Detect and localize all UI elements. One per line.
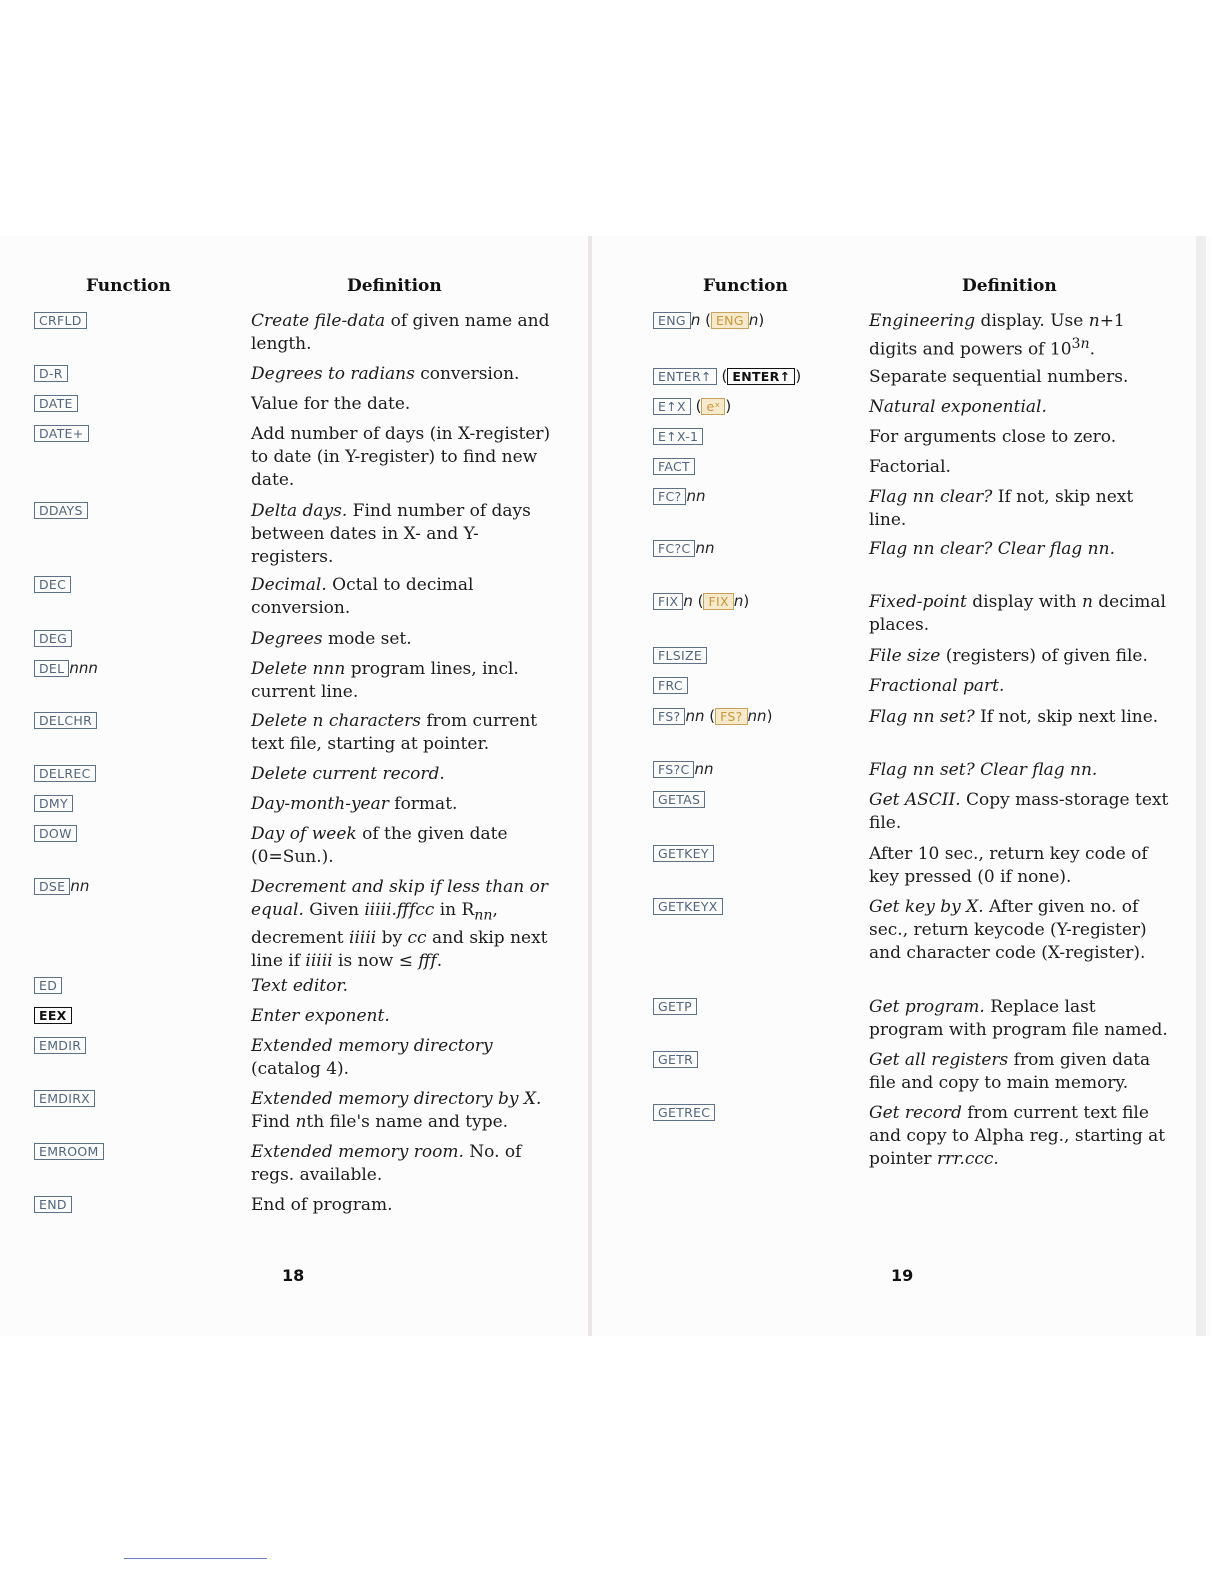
paren: ) <box>766 707 773 725</box>
function-key-label: ED <box>34 977 62 994</box>
function-argument: n <box>683 592 693 610</box>
function-argument: n <box>748 311 759 329</box>
function-cell <box>653 843 714 863</box>
definition-text: Get record from current text file and copy to Alpha reg., starting at pointer rrr.ccc. <box>869 1103 1166 1169</box>
function-header: Function <box>86 276 171 296</box>
function-key-label: FLSIZE <box>653 647 707 664</box>
function-key-label: FS? <box>715 708 747 725</box>
definition-text: Create file-data of given name and length. <box>251 311 550 354</box>
definition-text: Add number of days (in X-register) to date (in Y-register) to find new date. <box>251 424 551 490</box>
function-key-label: DELCHR <box>34 712 97 729</box>
function-cell <box>34 1035 86 1055</box>
function-key-label: ENG <box>653 312 691 329</box>
definition-text: Decrement and skip if less than or equal. Given iiiii.fffcc in $R_{nn}$, decrement iiiii by cc and skip next line if iiiii is now ≤ fff. <box>251 877 548 972</box>
function-key-label: FS? <box>653 708 685 725</box>
function-key-label: DATE <box>34 395 78 412</box>
function-key-label: GETKEY <box>653 845 714 862</box>
function-key-label: FIX <box>653 593 683 610</box>
function-key-label: END <box>34 1196 72 1213</box>
page-19 <box>592 236 1204 1336</box>
function-key-label: GETR <box>653 1051 698 1068</box>
function-cell <box>34 1141 104 1161</box>
function-key-label: ENTER↑ <box>653 368 717 385</box>
function-key-label: DDAYS <box>34 502 88 519</box>
definition-text: Enter exponent. <box>251 1006 390 1026</box>
function-cell <box>653 645 707 665</box>
paren: ( <box>716 367 728 385</box>
function-key-label: ENTER↑ <box>727 368 795 385</box>
function-argument: nn <box>747 707 767 725</box>
page-18 <box>0 236 590 1336</box>
function-key-label: GETAS <box>653 791 705 808</box>
function-key-label: DEL <box>34 660 69 677</box>
function-cell <box>34 793 73 813</box>
function-cell <box>653 591 749 611</box>
function-key-label: DEC <box>34 576 71 593</box>
function-cell <box>653 366 801 386</box>
definition-text: Separate sequential numbers. <box>869 367 1129 387</box>
function-cell <box>34 823 77 843</box>
definition-text: Extended memory directory (catalog 4). <box>251 1036 493 1079</box>
function-argument: nn <box>686 487 706 505</box>
function-key-label: DOW <box>34 825 77 842</box>
definition-text: Natural exponential. <box>869 397 1047 417</box>
function-cell <box>34 628 72 648</box>
function-cell <box>653 896 723 916</box>
paren: ( <box>692 592 704 610</box>
book-spread <box>0 236 1210 1336</box>
function-key-label: FACT <box>653 458 695 475</box>
function-key-label: EMDIR <box>34 1037 86 1054</box>
page-number: 18 <box>282 1266 305 1285</box>
function-cell <box>34 876 89 896</box>
function-key-label: CRFLD <box>34 312 87 329</box>
definition-text: Degrees mode set. <box>251 629 412 649</box>
definition-text: Flag nn clear? Clear flag nn. <box>869 539 1115 559</box>
function-cell <box>34 658 98 678</box>
function-cell <box>653 759 713 779</box>
function-cell <box>34 310 87 330</box>
function-argument: nn <box>70 877 90 895</box>
definition-text: Engineering display. Use n+1 digits and powers of $10^{3n}$. <box>869 311 1125 360</box>
function-cell <box>34 975 62 995</box>
function-key-label: GETKEYX <box>653 898 723 915</box>
function-cell <box>653 456 695 476</box>
function-cell <box>653 310 764 330</box>
function-argument: nn <box>694 760 714 778</box>
paren: ) <box>758 311 765 329</box>
definition-text: Fractional part. <box>869 676 1005 696</box>
definition-text: Extended memory room. No. of regs. available. <box>251 1142 522 1185</box>
function-key-label: FIX <box>703 593 733 610</box>
function-key-label: FS?C <box>653 761 694 778</box>
definition-header: Definition <box>347 276 442 296</box>
function-key-label: D-R <box>34 365 68 382</box>
function-cell <box>34 763 96 783</box>
definition-header: Definition <box>962 276 1057 296</box>
function-argument: nn <box>685 707 705 725</box>
function-key-label: eˣ <box>701 398 725 415</box>
page-number: 19 <box>891 1266 914 1285</box>
function-key-label: FC?C <box>653 540 695 557</box>
bottom-rule <box>124 1558 267 1559</box>
function-cell <box>653 1102 715 1122</box>
function-cell <box>653 996 697 1016</box>
definition-text: Get program. Replace last program with program file named. <box>869 997 1168 1040</box>
definition-text: Flag nn clear? If not, skip next line. <box>869 487 1134 530</box>
function-cell <box>34 1005 72 1025</box>
function-key-label: DATE+ <box>34 425 89 442</box>
function-key-label: E↑X <box>653 398 691 415</box>
function-key-label: FC? <box>653 488 686 505</box>
paren: ) <box>743 592 750 610</box>
function-cell <box>653 396 731 416</box>
definition-text: Day-month-year format. <box>251 794 458 814</box>
paren: ( <box>700 311 711 329</box>
function-cell <box>34 1194 72 1214</box>
definition-text: Delete current record. <box>251 764 445 784</box>
definition-text: Get key by X. After given no. of sec., return keycode (Y-register) and character code (X-register). <box>869 897 1147 963</box>
function-cell <box>34 423 89 443</box>
definition-text: Get ASCII. Copy mass-storage text file. <box>869 790 1169 833</box>
function-key-label: DMY <box>34 795 73 812</box>
definition-text: Get all registers from given data file and copy to main memory. <box>869 1050 1151 1093</box>
definition-text: Flag nn set? If not, skip next line. <box>869 707 1159 727</box>
paren: ) <box>725 397 732 415</box>
function-cell <box>34 500 88 520</box>
function-argument: n <box>690 311 701 329</box>
definition-text: File size (registers) of given file. <box>869 646 1148 666</box>
definition-text: Value for the date. <box>251 394 411 414</box>
function-argument: nnn <box>69 659 98 677</box>
definition-text: Delete nnn program lines, incl. current line. <box>251 659 519 702</box>
definition-text: Fixed-point display with n decimal places. <box>869 592 1166 635</box>
function-cell <box>653 538 715 558</box>
function-key-label: GETREC <box>653 1104 715 1121</box>
definition-text: Decimal. Octal to decimal conversion. <box>251 575 474 618</box>
function-argument: n <box>733 592 744 610</box>
function-key-label: ENG <box>711 312 749 329</box>
definition-text: Day of week of the given date (0=Sun.). <box>251 824 508 867</box>
function-key-label: E↑X-1 <box>653 428 703 445</box>
definition-text: Delta days. Find number of days between dates in X- and Y-registers. <box>251 501 531 567</box>
function-key-label: DSE <box>34 878 70 895</box>
definition-text: After 10 sec., return key code of key pressed (0 if none). <box>869 844 1148 887</box>
function-key-label: EMDIRX <box>34 1090 95 1107</box>
function-key-label: DEG <box>34 630 72 647</box>
function-key-label: EEX <box>34 1007 72 1024</box>
function-cell <box>653 486 705 506</box>
function-cell <box>653 426 703 446</box>
function-cell <box>34 363 68 383</box>
function-header: Function <box>703 276 788 296</box>
function-cell <box>34 710 97 730</box>
definition-text: Text editor. <box>251 976 349 996</box>
function-key-label: EMROOM <box>34 1143 104 1160</box>
function-cell <box>34 574 71 594</box>
function-cell <box>653 1049 698 1069</box>
paren: ( <box>690 397 702 415</box>
definition-text: Factorial. <box>869 457 951 477</box>
paren: ( <box>704 707 716 725</box>
definition-text: For arguments close to zero. <box>869 427 1117 447</box>
paren: ) <box>795 367 802 385</box>
function-argument: nn <box>695 539 715 557</box>
function-cell <box>34 393 78 413</box>
definition-text: Extended memory directory by X. Find nth file's name and type. <box>251 1089 542 1132</box>
function-cell <box>653 675 688 695</box>
function-cell <box>34 1088 95 1108</box>
function-key-label: GETP <box>653 998 697 1015</box>
function-key-label: FRC <box>653 677 688 694</box>
definition-text: Delete n characters from current text file, starting at pointer. <box>251 711 538 754</box>
function-cell <box>653 789 705 809</box>
definition-text: Degrees to radians conversion. <box>251 364 520 384</box>
definition-text: End of program. <box>251 1195 393 1215</box>
function-key-label: DELREC <box>34 765 96 782</box>
definition-text: Flag nn set? Clear flag nn. <box>869 760 1098 780</box>
function-cell <box>653 706 772 726</box>
